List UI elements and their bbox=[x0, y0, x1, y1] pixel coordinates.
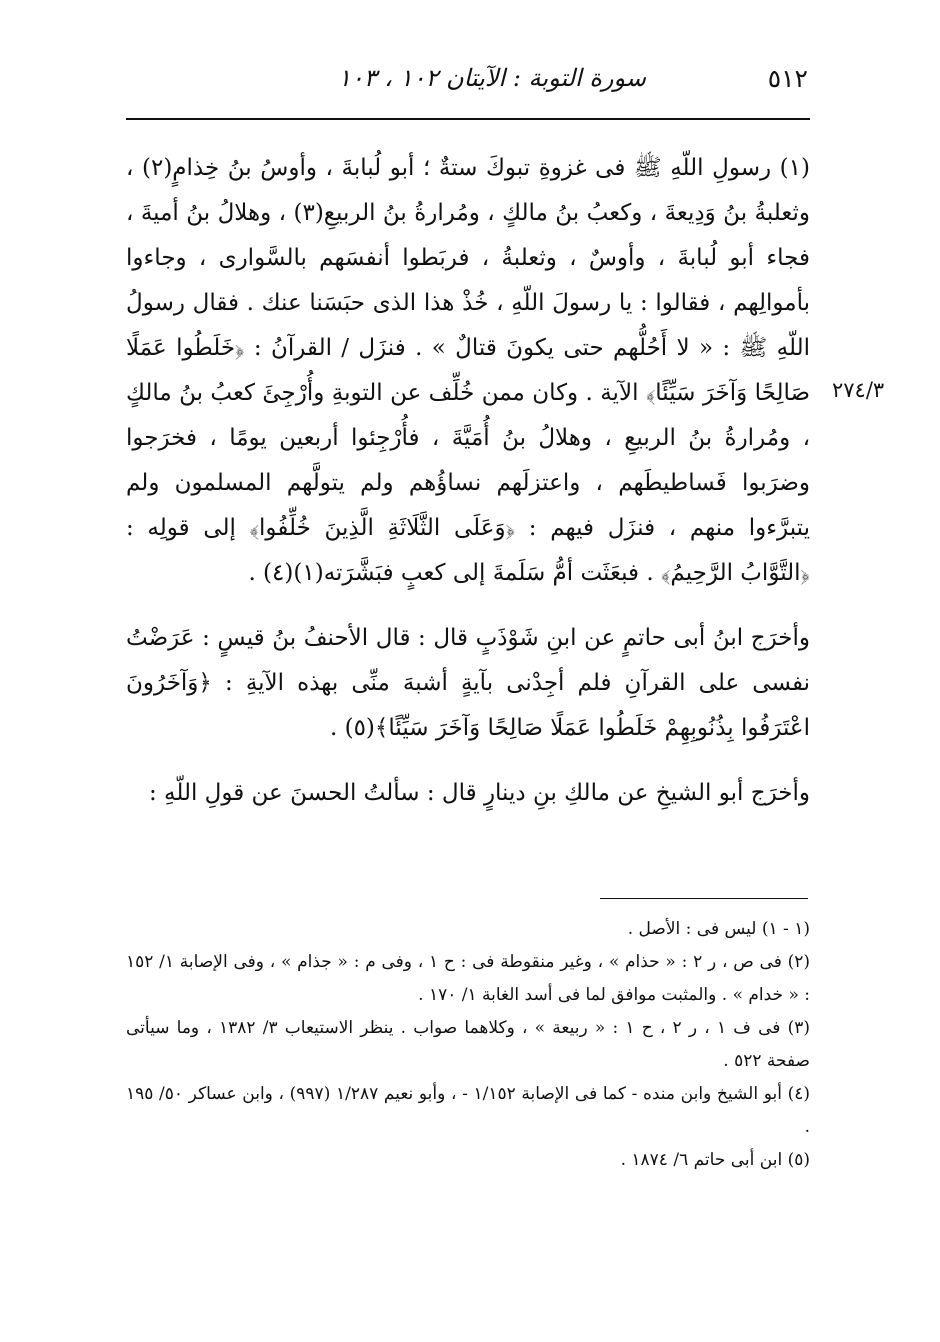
page-number: ٥١٢ bbox=[767, 64, 808, 93]
paragraph-1: (١) رسولِ اللّهِ ﷺ فى غزوةِ تبوكَ ستةٌ ؛ أبو لُبابةَ ، وأوسُ بنُ خِذامٍ(٢) ، وثعلبةُ بنُ وَدِيعةَ ، وكعبُ بنُ مالكٍ ، ومُرارةُ بنُ الربيعِ(٣) ، وهلالُ بنُ أميةَ ، فجاء أبو لُبابةَ ، وأوسٌ ، وثعلبةُ ، فربَطوا أنفسَهم بالسَّوارى ، وجاءوا بأموالِهم ، فقالوا : يا رسولَ اللّهِ ، خُذْ هذا الذى حبَسَنا عنك . فقال رسولُ اللّهِ ﷺ : « لا أَحُلُّهم حتى يكونَ قتالٌ » . فنزَل / القرآنُ : ﴿خَلَطُوا عَمَلًا صَالِحًا وَآخَرَ سَيِّئًا﴾ الآية . وكان ممن خُلِّف عن التوبةِ وأُرْجِئَ كعبُ بنُ مالكٍ ، ومُرارةُ بنُ الربيعِ ، وهلالُ بنُ أُمَيَّةَ ، فأُرْجِئوا أربعين يومًا ، فخرَجوا وضرَبوا فَساطيطَهم ، واعتزلَهم نساؤُهم ولم يتولَّهم المسلمون ولم يتبرَّءوا منهم ، فنزَل فيهم : ﴿وَعَلَى الثَّلَاثَةِ الَّذِينَ خُلِّفُوا﴾ إلى قولِه : ﴿التَّوَّابُ الرَّحِيمُ﴾ . فبعَثَت أمُّ سَلَمةَ إلى كعبٍ فبَشَّرَته(١)(٤) . bbox=[126, 155, 810, 586]
footnote-3: (٣) فى ف ١ ، ر ٢ ، ح ١ : « ربيعة » ، وكلاهما صواب . ينظر الاستيعاب ٣/ ١٣٨٢ ، وما سيأتى صفحة ٥٢٢ . bbox=[126, 1018, 810, 1071]
footnote-2: (٢) فى ص ، ر ٢ : « حذام » ، وغير منقوطة فى : ح ١ ، وفى م : « جذام » ، وفى الإصابة ١/ ١٥٢ : « خدام » . والمثبت موافق لما فى أسد الغابة ١/ ١٧٠ . bbox=[126, 952, 810, 1005]
paragraph-3: وأخرَج أبو الشيخِ عن مالكِ بنِ دينارٍ قال : سألتُ الحسنَ عن قولِ اللّهِ : bbox=[148, 780, 810, 806]
footnote-divider bbox=[600, 898, 808, 899]
footnote-1: (١ - ١) ليس فى : الأصل . bbox=[627, 919, 810, 939]
header-divider bbox=[126, 118, 810, 120]
footnote-4: (٤) أبو الشيخ وابن منده - كما فى الإصابة ١/١٥٢ - ، وأبو نعيم ١/٢٨٧ (٩٩٧) ، وابن عساكر ٥٠/ ١٩٥ . bbox=[126, 1084, 810, 1137]
footnote-5: (٥) ابن أبى حاتم ٦/ ١٨٧٤ . bbox=[620, 1150, 810, 1170]
footnotes bbox=[126, 913, 810, 1177]
paragraph-2: وأخرَج ابنُ أبى حاتمٍ عن ابنِ شَوْذَبٍ قال : قال الأحنفُ بنُ قيسٍ : عَرَضْتُ نفسى على القرآنِ فلم أجِدْنى بآيةٍ أشبهَ منِّى بهذه الآيةِ : ﴿وَآخَرُونَ اعْتَرَفُوا بِذُنُوبِهِمْ خَلَطُوا عَمَلًا صَالِحًا وَآخَرَ سَيِّئًا﴾(٥) . bbox=[126, 625, 810, 741]
margin-volume-page-marker: ٢٧٤/٣ bbox=[832, 378, 885, 402]
running-title: سورة التوبة : الآيتان ١٠٢ ، ١٠٣ bbox=[338, 64, 647, 92]
main-text bbox=[126, 146, 810, 816]
page-header bbox=[128, 58, 808, 106]
